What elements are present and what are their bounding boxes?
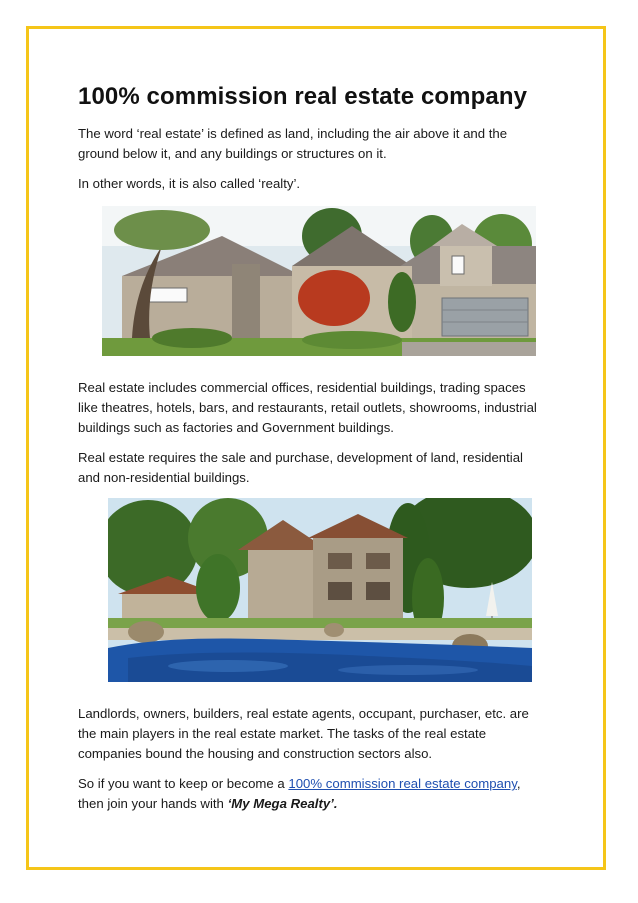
paragraph-requirements: Real estate requires the sale and purchase, development of land, residential and non-residential buildings.	[78, 450, 523, 485]
commission-company-link[interactable]: 100% commission real estate company	[288, 776, 517, 791]
villa-pool-photo	[108, 498, 532, 682]
paragraph-definition: The word ‘real estate’ is defined as land, including the air above it and the ground below it, and any buildings or structures on it.	[78, 126, 508, 161]
paragraph-call-to-action	[78, 774, 548, 814]
house-photo	[102, 206, 536, 356]
brand-name: ‘My Mega Realty’.	[227, 796, 338, 811]
paragraph-market-players: Landlords, owners, builders, real estate agents, occupant, purchaser, etc. are the main players in the real estate market. The tasks of the real estate companies bound the housing and construction sectors also.	[78, 706, 529, 761]
villa-illustration	[108, 498, 532, 682]
cta-middle: , then join your hands with	[78, 776, 521, 811]
cta-prefix: So if you want to keep or become a	[78, 776, 289, 791]
document-title: 100% commission real estate company	[78, 83, 528, 110]
house-illustration	[102, 206, 536, 356]
paragraph-real-estate-types: Real estate includes commercial offices, residential buildings, trading spaces like theatres, hotels, bars, and restaurants, retail outlets, showrooms, industrial buildings such as factories and Government buildings.	[78, 380, 537, 435]
paragraph-realty: In other words, it is also called ‘realty’.	[78, 176, 301, 191]
document-body	[78, 82, 548, 824]
